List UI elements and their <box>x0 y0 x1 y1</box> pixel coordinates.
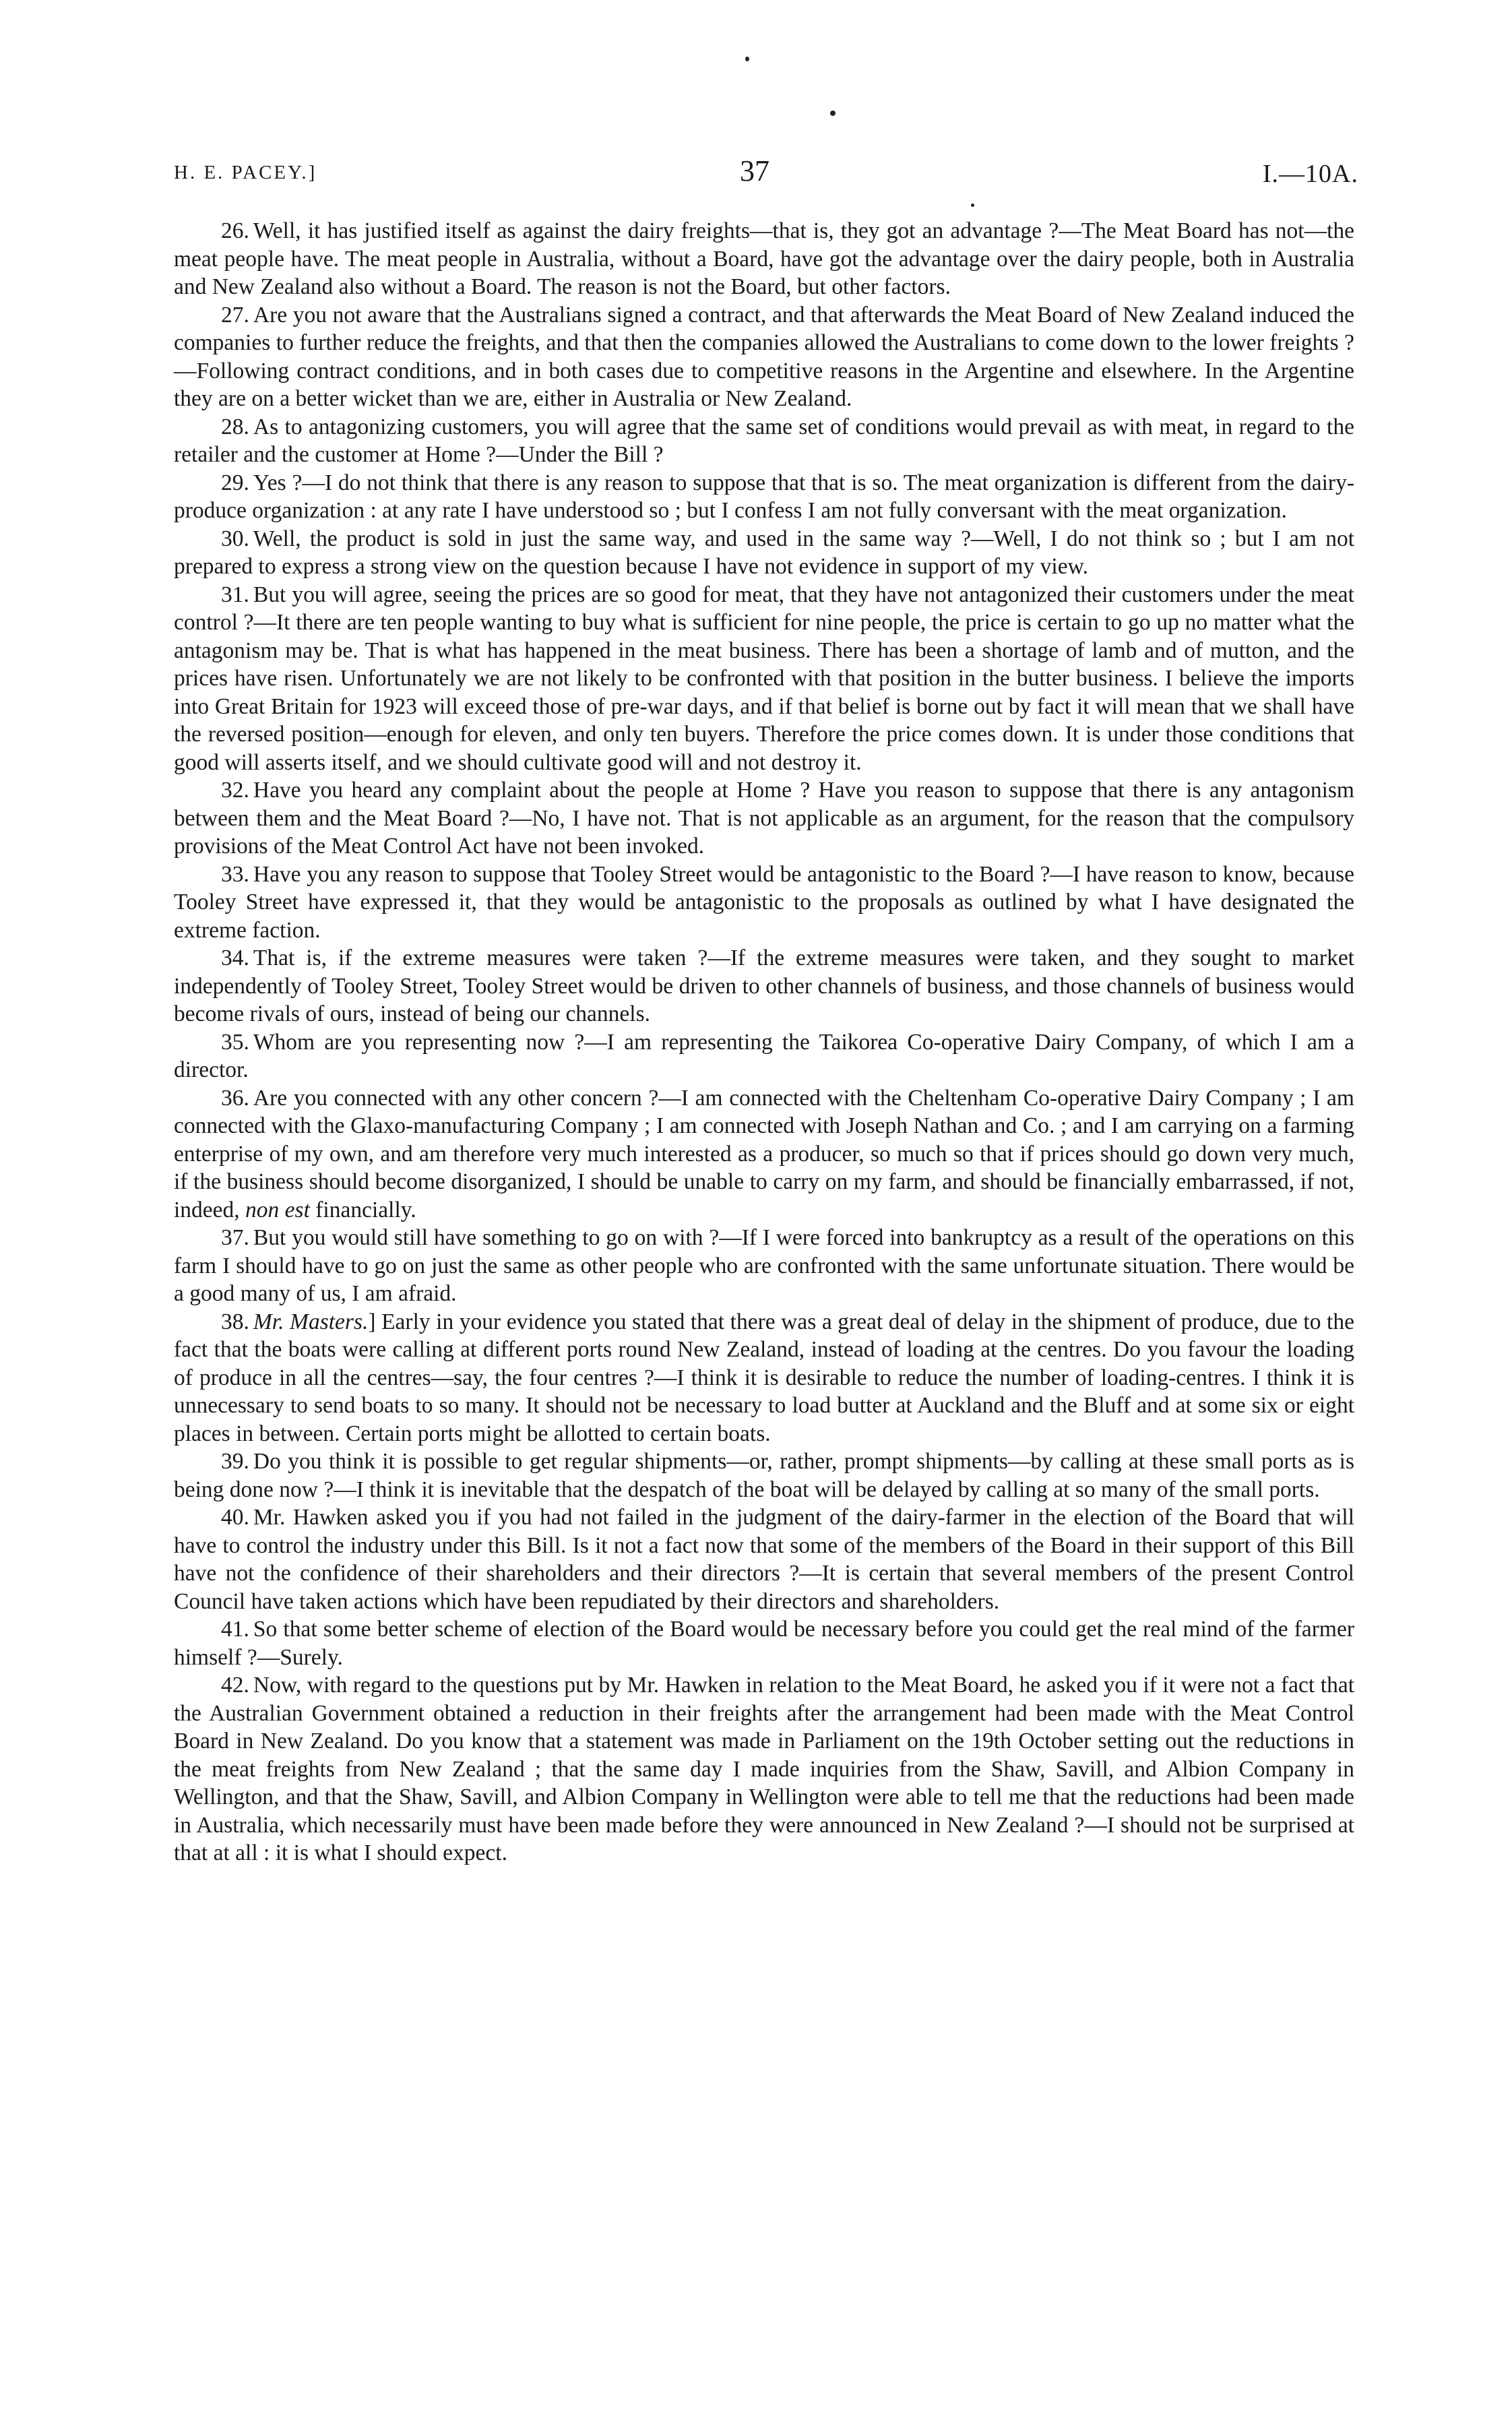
question-text: Mr. Hawken asked you if you had not failed in the judgment of the dairy-farmer in the election of the Board that will have to control the industry under this Bill. Is it not a fact now that some of the members of the Board in their support of this Bill have not the confidence of their shareholders and their directors ?—It is certain that several members of the present Control Council have taken actions which have been repudiated by their directors and shareholders. <box>174 1505 1354 1614</box>
question-paragraph <box>174 1615 1354 1671</box>
question-number: 32. <box>221 778 249 803</box>
speaker-name: Mr. Masters. <box>253 1309 369 1334</box>
latin-phrase: non est <box>245 1197 310 1222</box>
question-paragraph <box>174 776 1354 861</box>
question-text: Now, with regard to the questions put by Mr. Hawken in relation to the Meat Board, he asked you if it were not a fact that the Australian Government obtained a reduction in their freights after the arrangement had been made with the Meat Control Board in New Zealand. Do you know that a statement was made in Parliament on the 19th October setting out the reductions in the meat freights from New Zealand ; that the same day I made inquiries from the Shaw, Savill, and Albion Company in Wellington, and that the Shaw, Savill, and Albion Company in Wellington were able to tell me that the reductions had been made in Australia, which necessarily must have been made before they were announced in New Zealand ?—I should not be surprised at that at all : it is what I should expect. <box>174 1673 1354 1865</box>
question-number: 28. <box>221 414 249 439</box>
question-number: 33. <box>221 861 249 887</box>
question-text: Yes ?—I do not think that there is any reason to suppose that that is so. The meat organization is different from the dairy-produce organization : at any rate I have understood so ; but I confess I am not fully conversant with the meat organization. <box>174 470 1354 523</box>
question-paragraph <box>174 525 1354 581</box>
question-number: 30. <box>221 526 249 551</box>
document-reference: I.—10A. <box>1262 160 1358 188</box>
question-number: 39. <box>221 1449 249 1474</box>
question-paragraph <box>174 469 1354 525</box>
question-paragraph <box>174 861 1354 945</box>
scan-speck <box>971 204 974 207</box>
question-text: That is, if the extreme measures were taken ?—If the extreme measures were taken, and they sought to market independently of Tooley Street, Tooley Street would be driven to other channels of business, and those channels of business would become rivals of ours, instead of being our channels. <box>174 945 1354 1026</box>
question-text: Whom are you representing now ?—I am representing the Taikorea Co-operative Dairy Company, of which I am a director. <box>174 1029 1354 1082</box>
question-number: 37. <box>221 1225 249 1250</box>
question-text: But you would still have something to go on with ?—If I were forced into bankruptcy as a result of the operations on this farm I should have to go on just the same as other people who are confronted with the same unfortunate situation. There would be a good many of us, I am afraid. <box>174 1225 1354 1306</box>
witness-name: H. E. PACEY.] <box>174 162 317 183</box>
question-paragraph <box>174 944 1354 1028</box>
question-paragraph <box>174 581 1354 777</box>
question-paragraph <box>174 413 1354 469</box>
page-number: 37 <box>740 154 769 187</box>
question-paragraph <box>174 1028 1354 1084</box>
question-paragraph <box>174 1671 1354 1867</box>
question-text: As to antagonizing customers, you will agree that the same set of conditions would prevail as with meat, in regard to the retailer and the customer at Home ?—Under the Bill ? <box>174 414 1354 467</box>
question-number: 26. <box>221 218 249 243</box>
question-number: 36. <box>221 1085 249 1111</box>
question-number: 42. <box>221 1673 249 1698</box>
question-number: 31. <box>221 582 249 607</box>
question-text: Well, the product is sold in just the same way, and used in the same way ?—Well, I do not think so ; but I am not prepared to express a strong view on the question because I have not evidence in support of my view. <box>174 526 1354 579</box>
question-number: 27. <box>221 302 249 328</box>
scan-speck <box>745 57 749 61</box>
question-text: Do you think it is possible to get regular shipments—or, rather, prompt shipments—by calling at these small ports as is being done now ?—I think it is inevitable that the despatch of the boat will be delayed by calling at so many of the small ports. <box>174 1449 1354 1502</box>
question-text: Well, it has justified itself as against the dairy freights—that is, they got an advantage ?—The Meat Board has not—the meat people have. The meat people in Australia, without a Board, have got the advantage over the dairy people, both in Australia and New Zealand also without a Board. The reason is not the Board, but other factors. <box>174 218 1354 299</box>
question-text: Have you heard any complaint about the people at Home ? Have you reason to suppose that there is any antagonism between them and the Meat Board ?—No, I have not. That is not applicable as an argument, for the reason that the compulsory provisions of the Meat Control Act have not been invoked. <box>174 778 1354 859</box>
question-paragraph <box>174 1503 1354 1615</box>
question-number: 40. <box>221 1505 249 1530</box>
question-text: Have you any reason to suppose that Tooley Street would be antagonistic to the Board ?—I have reason to know, because Tooley Street have expressed it, that they would be antagonistic to the proposals as outlined by what I have designated the extreme faction. <box>174 861 1354 943</box>
question-text: Are you connected with any other concern ?—I am connected with the Cheltenham Co-operative Dairy Company ; I am connected with the Glaxo-manufacturing Company ; I am connected with Joseph Nathan and Co. ; and I am carrying on a farming enterprise of my own, and am therefore very much interested as a producer, so much so that if prices should go down very much, if the business should become disorganized, I should be unable to carry on my farm, and should be financially embarrassed, if not, indeed, <box>174 1085 1354 1222</box>
question-paragraph <box>174 1084 1354 1224</box>
scan-speck <box>830 111 836 116</box>
question-paragraph <box>174 1448 1354 1503</box>
question-number: 35. <box>221 1029 249 1055</box>
page-header <box>174 154 1358 194</box>
question-text: But you will agree, seeing the prices are so good for meat, that they have not antagonized their customers under the meat control ?—It there are ten people wanting to buy what is sufficient for nine people, the price is certain to go up no matter what the antagonism may be. That is what has happened in the meat business. There has been a shortage of lamb and of mutton, and the prices have risen. Unfortunately we are not likely to be confronted with that position in the butter business. I believe the imports into Great Britain for 1923 will exceed those of pre-war days, and if that belief is borne out by fact it will mean that we shall have the reversed position—enough for eleven, and only ten buyers. Therefore the price comes down. It is under those conditions that good will asserts itself, and we should cultivate good will and not destroy it. <box>174 582 1354 775</box>
evidence-body <box>174 217 1354 1867</box>
question-text: Are you not aware that the Australians signed a contract, and that afterwards the Meat Board of New Zealand induced the companies to further reduce the freights, and that then the companies allowed the Australians to come down to the lower freights ?—Following contract conditions, and in both cases due to competitive reasons in the Argentine and elsewhere. In the Argentine they are on a better wicket than we are, either in Australia or New Zealand. <box>174 302 1354 411</box>
question-number: 41. <box>221 1617 249 1642</box>
question-number: 29. <box>221 470 249 495</box>
question-number: 34. <box>221 945 249 970</box>
question-text-tail: financially. <box>309 1197 416 1222</box>
question-paragraph <box>174 217 1354 301</box>
question-paragraph <box>174 1308 1354 1448</box>
question-paragraph <box>174 1224 1354 1308</box>
question-text: So that some better scheme of election of the Board would be necessary before you could get the real mind of the farmer himself ?—Surely. <box>174 1617 1354 1670</box>
question-text: ] Early in your evidence you stated that there was a great deal of delay in the shipment of produce, due to the fact that the boats were calling at different ports round New Zealand, instead of loading at the centres. Do you favour the loading of produce in all the centres—say, the four centres ?—I think it is desirable to reduce the number of loading-centres. I think it is unnecessary to send boats to so many. It should not be necessary to load butter at Auckland and the Bluff and at some six or eight places in between. Certain ports might be allotted to certain boats. <box>174 1309 1354 1446</box>
question-paragraph <box>174 301 1354 413</box>
question-number: 38. <box>221 1309 249 1334</box>
